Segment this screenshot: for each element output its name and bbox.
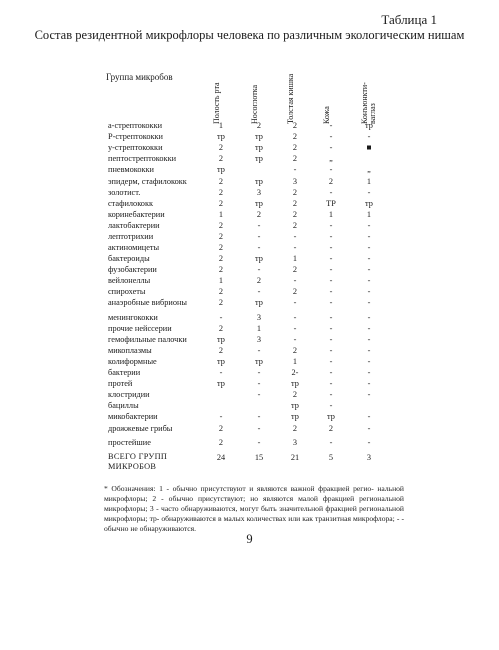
table-row (0, 297, 499, 308)
table-cell: - (257, 221, 261, 230)
table-cell: 2 (292, 121, 298, 130)
microbe-name: бациллы (108, 401, 139, 410)
table-row (0, 389, 499, 400)
table-cell: 1 (218, 276, 224, 285)
table-cell: - (219, 412, 223, 421)
table-cell: - (367, 254, 371, 263)
table-cell: - (219, 368, 223, 377)
group-column-header: Группа микробов (106, 72, 173, 82)
microbe-name: микоплазмы (108, 346, 152, 355)
table-row (0, 142, 499, 153)
table-cell: 1 (328, 210, 334, 219)
table-cell: - (257, 368, 261, 377)
table-cell: 2 (256, 121, 262, 130)
table-cell: - (329, 379, 333, 388)
table-cell: 2 (256, 210, 262, 219)
microbe-name: прочие нейссерии (108, 324, 172, 333)
table-cell: - (257, 265, 261, 274)
table-cell: тр (291, 412, 299, 421)
table-cell: - (257, 346, 261, 355)
column-header-1: Носоглотка (250, 84, 259, 124)
table-cell: - (329, 243, 333, 252)
table-cell: - (329, 313, 333, 322)
table-cell: 2 (218, 298, 224, 307)
table-cell: - (367, 287, 371, 296)
table-cell: 2 (328, 424, 334, 433)
column-header-4: Конъюнкти- ваглаз (360, 82, 377, 124)
table-cell: тр (255, 298, 263, 307)
table-cell: „ (329, 154, 333, 163)
table-cell: - (293, 313, 297, 322)
total-row (0, 452, 499, 474)
table-cell: тр (365, 199, 373, 208)
table-row (0, 153, 499, 164)
table-row (0, 378, 499, 389)
table-cell: 2 (218, 232, 224, 241)
table-cell: - (367, 346, 371, 355)
microbe-name: менингококки (108, 313, 158, 322)
table-cell: - (367, 424, 371, 433)
table-cell: 2- (291, 368, 299, 377)
total-cell: 5 (328, 453, 334, 462)
table-row (0, 367, 499, 378)
table-cell: 2 (292, 154, 298, 163)
table-row (0, 437, 499, 448)
table-row (0, 345, 499, 356)
table-cell: - (367, 276, 371, 285)
table-cell: - (257, 243, 261, 252)
table-row (0, 242, 499, 253)
table-cell: - (257, 232, 261, 241)
column-header-3: Кожа (322, 106, 331, 124)
table-cell: - (293, 324, 297, 333)
table-cell: - (219, 313, 223, 322)
table-cell: - (293, 165, 297, 174)
table-cell: 2 (218, 221, 224, 230)
table-cell: 1 (292, 357, 298, 366)
table-row (0, 286, 499, 297)
table-cell: 2 (256, 276, 262, 285)
table-cell: - (367, 265, 371, 274)
table-cell: - (367, 379, 371, 388)
table-cell: 2 (292, 287, 298, 296)
table-cell: - (329, 276, 333, 285)
table-row (0, 209, 499, 220)
table-row (0, 400, 499, 411)
table-cell: - (367, 324, 371, 333)
microbe-name: микобактерии (108, 412, 158, 421)
table-cell: 2 (292, 210, 298, 219)
microbe-name: протей (108, 379, 133, 388)
table-cell: 2 (218, 254, 224, 263)
table-cell: - (293, 232, 297, 241)
table-number: Таблица 1 (381, 12, 437, 27)
table-cell: тр (255, 154, 263, 163)
table-cell: - (293, 276, 297, 285)
table-cell: - (257, 287, 261, 296)
table-cell: - (257, 438, 261, 447)
table-row (0, 312, 499, 323)
table-cell: ТР (326, 199, 336, 208)
total-cell: 24 (216, 453, 226, 462)
table-cell: тр (255, 177, 263, 186)
table-cell: 2 (218, 243, 224, 252)
table-cell: - (329, 121, 333, 130)
table-cell: тр (217, 132, 225, 141)
microbe-name: у-стрептококки (108, 143, 163, 152)
table-cell: тр (217, 335, 225, 344)
table-row (0, 323, 499, 334)
table-cell: - (329, 368, 333, 377)
table-cell: - (293, 335, 297, 344)
table-cell: тр (255, 357, 263, 366)
table-cell: 2 (292, 221, 298, 230)
table-cell: 2 (328, 177, 334, 186)
table-cell: - (257, 424, 261, 433)
table-cell: - (329, 165, 333, 174)
table-cell: тр (255, 254, 263, 263)
table-cell: - (329, 346, 333, 355)
table-cell: 2 (292, 143, 298, 152)
microbe-name: пневмококки (108, 165, 154, 174)
table-cell: - (329, 132, 333, 141)
table-cell: 3 (256, 335, 262, 344)
table-cell: - (367, 232, 371, 241)
table-cell: - (329, 390, 333, 399)
column-header-2: Толстая кишка (286, 73, 295, 124)
table-cell: - (329, 298, 333, 307)
table-row (0, 275, 499, 286)
microbe-name: а-стрептококки (108, 121, 163, 130)
table-cell: 1 (366, 210, 372, 219)
table-cell: - (329, 254, 333, 263)
table-cell: тр (255, 132, 263, 141)
table-cell: - (329, 287, 333, 296)
microbe-name: бактерии (108, 368, 141, 377)
table-row (0, 356, 499, 367)
table-cell: тр (217, 379, 225, 388)
microbe-name: золотист. (108, 188, 141, 197)
table-cell: тр (327, 412, 335, 421)
table-row (0, 187, 499, 198)
table-cell: - (329, 438, 333, 447)
table-title: Состав резидентной микрофлоры человека по различным экологическим нишам (34, 28, 465, 42)
table-cell: - (329, 188, 333, 197)
table-row (0, 231, 499, 242)
table-cell: - (329, 221, 333, 230)
table-cell: 2 (292, 132, 298, 141)
table-cell: тр (365, 121, 373, 130)
microbe-name: гемофильные палочки (108, 335, 187, 344)
table-cell: 1 (256, 324, 262, 333)
table-cell: - (367, 188, 371, 197)
microbe-name: стафилококк (108, 199, 154, 208)
table-cell: 1 (218, 121, 224, 130)
table-row (0, 334, 499, 345)
table-cell: 2 (218, 177, 224, 186)
table-cell: - (329, 324, 333, 333)
legend-notes: * Обозначения: 1 - обычно присутствуют и являются важной фракцией регио- нальной микрофлоры; 2 - обычно присутствуют; но являются малой фракцией региональной микрофлоры; 3 - часто обнаруживаются, могут быть значительной фракцией региональной микрофлоры; тр- обнаруживаются в малых количествах или как транзитная микрофлора; - - обычно не обнаруживаются. (104, 484, 404, 533)
table-cell: 2 (292, 265, 298, 274)
table-cell: - (367, 298, 371, 307)
microbe-name: лептотрихии (108, 232, 154, 241)
table-cell: тр (217, 165, 225, 174)
table-cell: - (257, 412, 261, 421)
table-row (0, 220, 499, 231)
table-cell: тр (255, 143, 263, 152)
microbe-name: клостридии (108, 390, 150, 399)
table-cell: 2 (218, 424, 224, 433)
table-cell: - (329, 265, 333, 274)
table-row (0, 176, 499, 187)
table-cell: 3 (256, 313, 262, 322)
table-cell: 1 (218, 210, 224, 219)
microbe-name: вейлонеллы (108, 276, 151, 285)
table-cell: 3 (292, 438, 298, 447)
table-row (0, 120, 499, 131)
table-cell: 1 (366, 177, 372, 186)
table-row (0, 253, 499, 264)
microbe-name: эпидерм, стафилококк (108, 177, 187, 186)
table-cell: тр (217, 357, 225, 366)
total-cell: 21 (290, 453, 300, 462)
table-cell: - (329, 335, 333, 344)
table-cell: - (329, 143, 333, 152)
table-cell: 2 (292, 390, 298, 399)
table-cell: ■ (366, 143, 372, 152)
table-cell: - (367, 243, 371, 252)
table-cell: „ (367, 165, 371, 174)
microbe-name: колиформные (108, 357, 157, 366)
table-cell: тр (291, 401, 299, 410)
table-cell: 2 (292, 346, 298, 355)
table-cell: тр (255, 199, 263, 208)
table-cell: - (367, 438, 371, 447)
table-cell: - (367, 368, 371, 377)
microbe-name: коринебактерии (108, 210, 165, 219)
microbe-name: дрожжевые грибы (108, 424, 173, 433)
table-cell: - (367, 132, 371, 141)
table-cell: - (257, 379, 261, 388)
page-number: 9 (246, 532, 253, 546)
table-cell: 2 (218, 265, 224, 274)
table-cell: - (293, 243, 297, 252)
table-cell: тр (291, 379, 299, 388)
total-label: ВСЕГО ГРУПП МИКРОБОВ (108, 452, 168, 471)
microbe-name: спирохеты (108, 287, 146, 296)
table-cell: - (293, 298, 297, 307)
microbe-name: анаэробные вибрионы (108, 298, 187, 307)
table-cell: - (367, 390, 371, 399)
total-cell: 3 (366, 453, 372, 462)
microbe-name: лактобактерии (108, 221, 160, 230)
table-cell: - (257, 390, 261, 399)
microbe-name: бактероиды (108, 254, 150, 263)
table-cell: 2 (218, 438, 224, 447)
table-cell: 3 (292, 177, 298, 186)
table-cell: 2 (218, 324, 224, 333)
microbe-name: актиномицеты (108, 243, 160, 252)
table-cell: 2 (218, 346, 224, 355)
table-cell: - (367, 357, 371, 366)
table-cell: - (367, 221, 371, 230)
total-cell: 15 (254, 453, 264, 462)
table-cell: - (367, 313, 371, 322)
table-row (0, 264, 499, 275)
table-cell: 2 (218, 143, 224, 152)
table-row (0, 164, 499, 175)
table-cell: - (329, 357, 333, 366)
table-cell: 2 (218, 199, 224, 208)
table-cell: - (367, 412, 371, 421)
table-row (0, 411, 499, 422)
microbe-name: пептострептококки (108, 154, 177, 163)
microbe-name: фузобактерии (108, 265, 157, 274)
table-cell: 2 (292, 188, 298, 197)
table-cell: - (367, 335, 371, 344)
table-cell: 2 (218, 287, 224, 296)
table-row (0, 198, 499, 209)
table-cell: 2 (218, 154, 224, 163)
table-cell: 1 (292, 254, 298, 263)
microbe-name: простейшие (108, 438, 151, 447)
column-header-0: Полость рта (212, 82, 221, 124)
table-cell: 2 (292, 424, 298, 433)
microbe-name: Р-стрептококки (108, 132, 163, 141)
table-cell: - (329, 232, 333, 241)
table-row (0, 131, 499, 142)
table-cell: 2 (218, 188, 224, 197)
table-row (0, 423, 499, 434)
table-cell: 3 (256, 188, 262, 197)
table-cell: - (329, 401, 333, 410)
table-cell: 2 (292, 199, 298, 208)
